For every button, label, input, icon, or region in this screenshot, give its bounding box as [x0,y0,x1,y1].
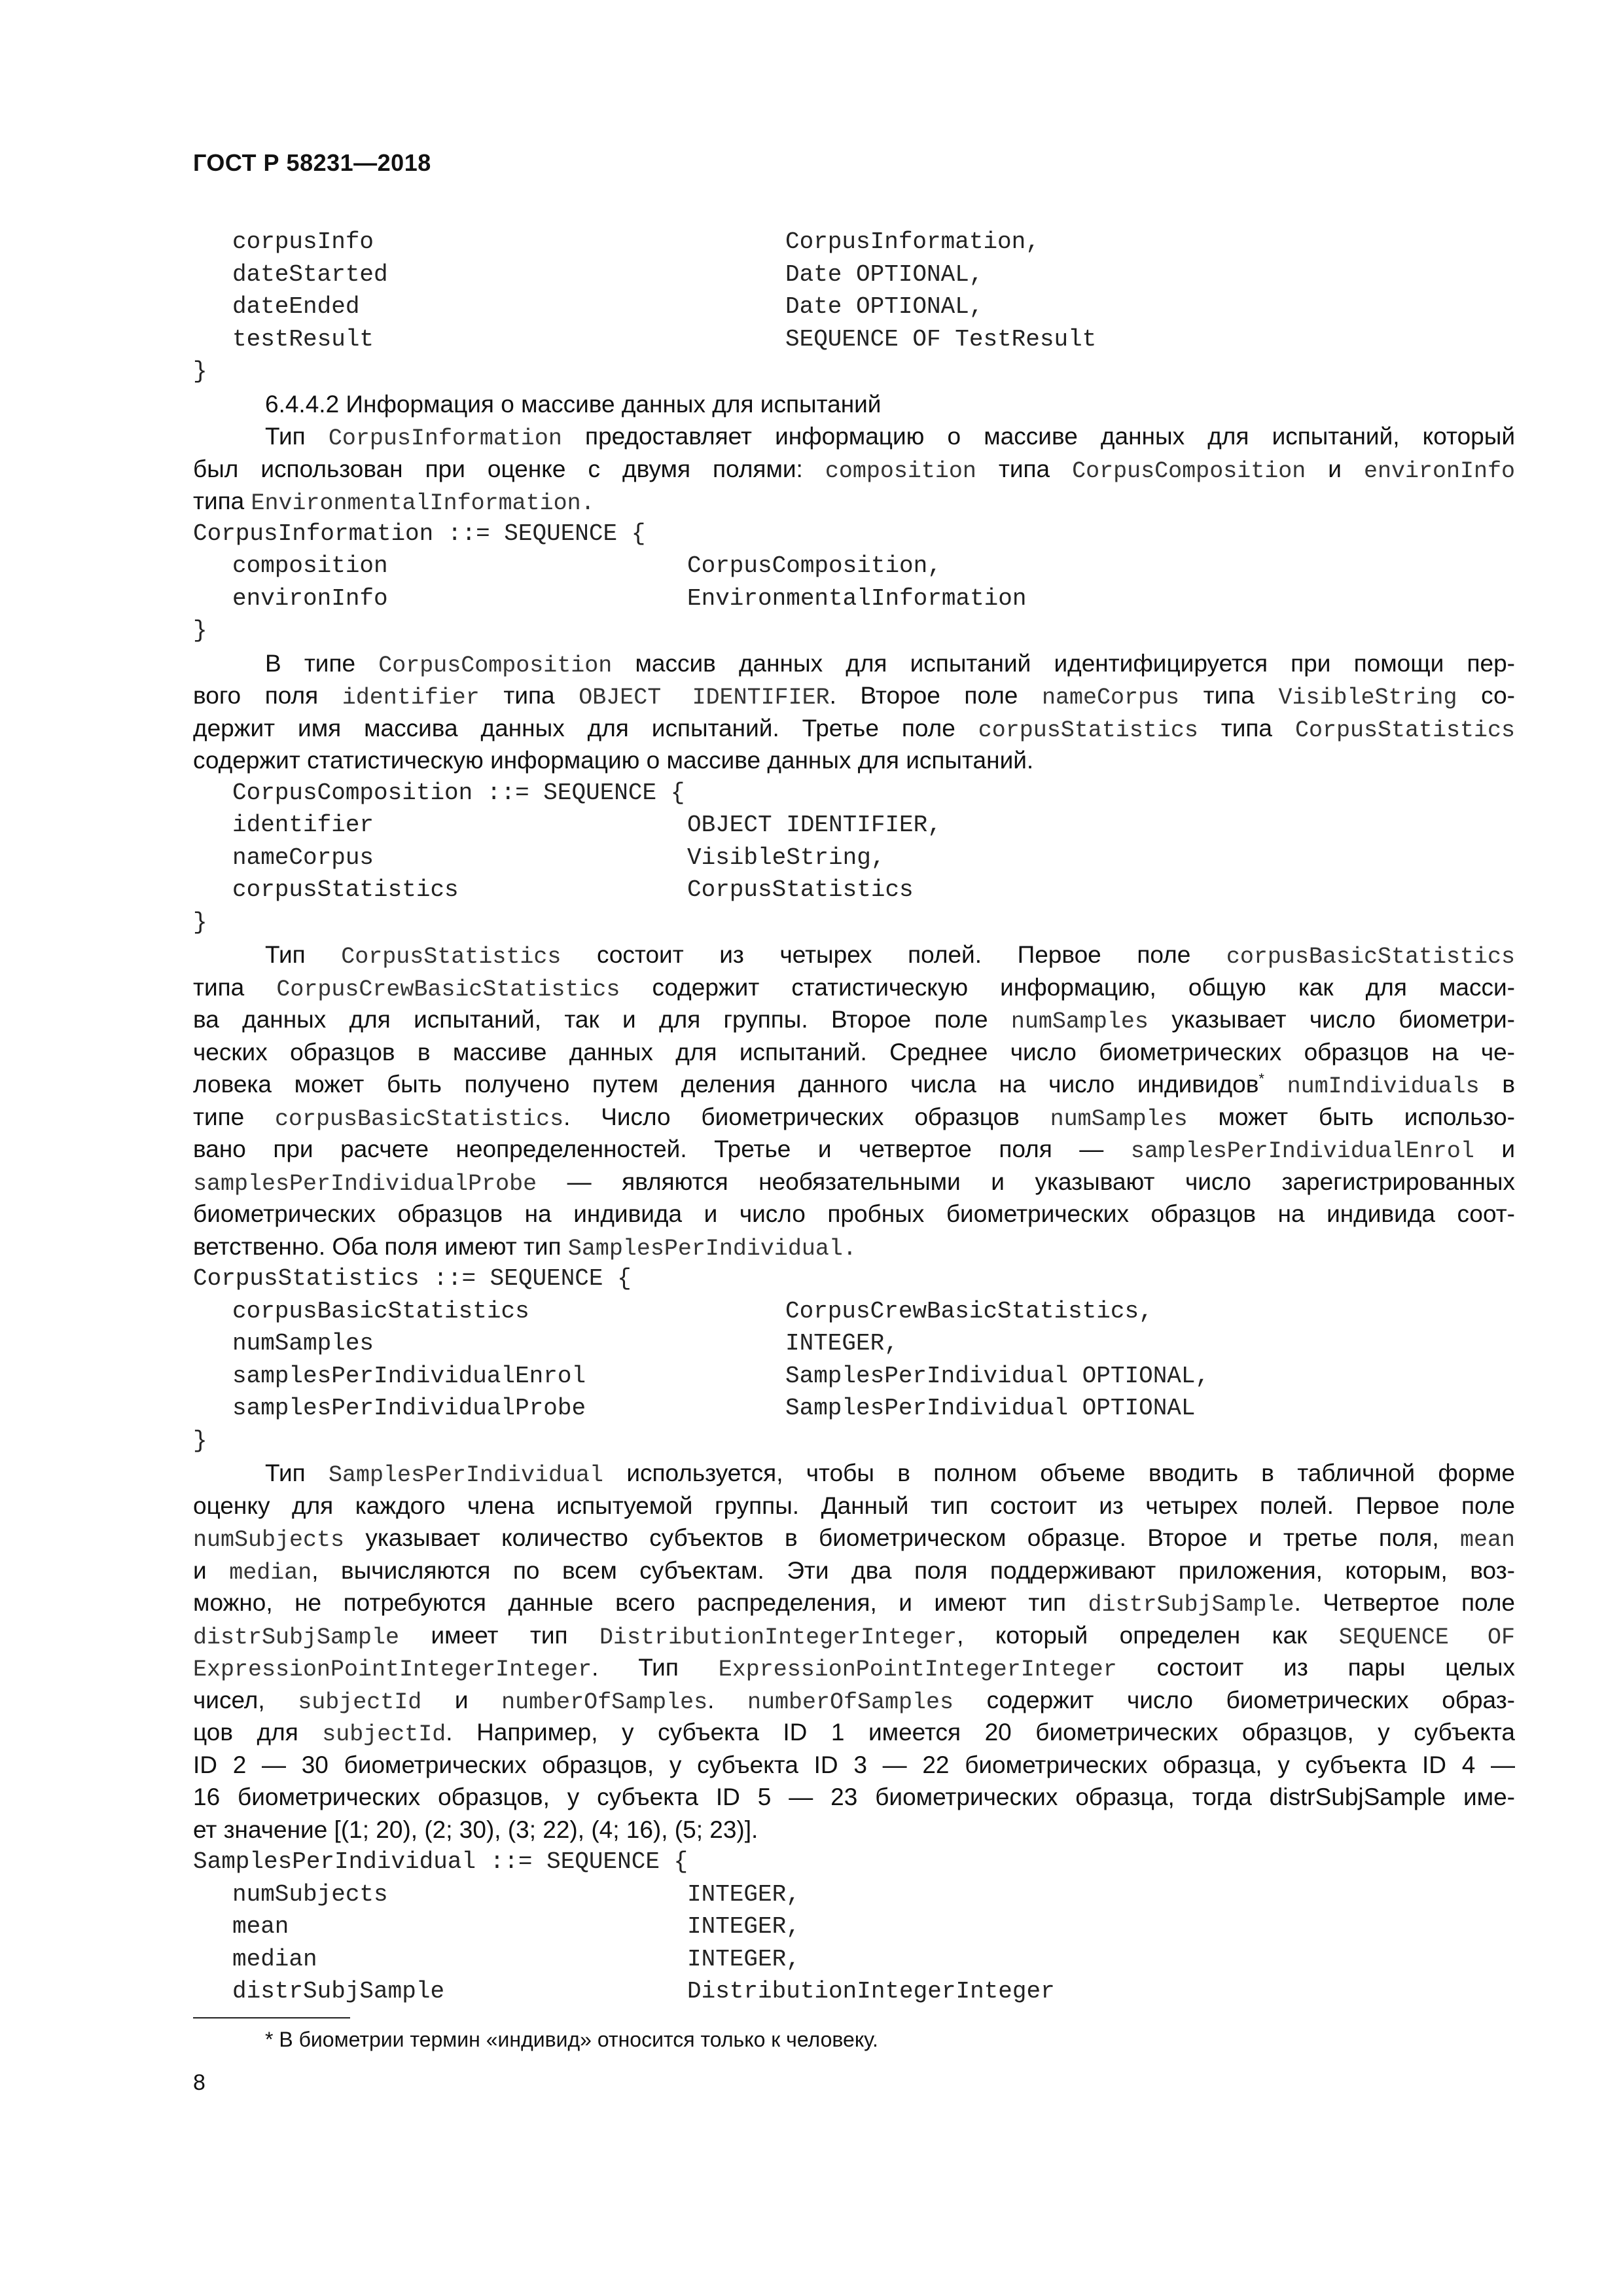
code-line: } [193,1427,207,1454]
document-body [193,226,1515,2008]
code-line: CorpusStatistics ::= SEQUENCE { [193,1265,632,1292]
code-line: } [193,358,207,385]
code-line: median INTEGER, [232,1945,800,1973]
paragraph: Тип CorpusInformation предоставляет информацию о массиве данных для испытаний, который был использован при оценке с двумя полями: composition типа CorpusComposition и environInfo типа EnvironmentalInformation. [193,423,1515,516]
code-line: nameCorpus VisibleString, [232,844,885,871]
code-line: dateEnded Date OPTIONAL, [232,293,984,320]
code-line: corpusBasicStatistics CorpusCrewBasicStatistics, [232,1297,1153,1325]
code-line: samplesPerIndividualEnrol SamplesPerIndividual OPTIONAL, [232,1362,1210,1390]
code-line: distrSubjSample DistributionIntegerInteger [232,1978,1055,2005]
paragraph: Тип SamplesPerIndividual используется, чтобы в полном объеме вводить в табличной форме оценку для каждого члена испытуемой группы. Данный тип состоит из четырех полей. Первое поле numSubjects указывает количество субъектов в биометрическом образце. Второе и третье поля, mean и median, вычисляются по всем субъектам. Эти два поля поддерживают приложения, которым, воз- можно, не потребуются данные всего распределения, и имеют тип distrSubjSample. Четвертое поле distrSubjSample имеет тип DistributionIntegerInteger, который определен как SEQUENCE OF ExpressionPointIntegerInteger. Тип ExpressionPointIntegerInteger состоит из пары целых чисел, subjectId и numberOfSamples. numberOfSamples содержит число биометрических образ- цов для subjectId. Например, у субъекта ID 1 имеется 20 биометрических образцов, у субъекта ID 2 — 30 биометрических образцов, у субъекта ID 3 — 22 биометрических образца, у субъекта ID 4 — 16 биометрических образцов, у субъекта ID 5 — 23 биометрических образца, тогда distrSubjSample име- ет значение [(1; 20), (2; 30), (3; 22), (4; 16), (5; 23)]. [193,1460,1516,1843]
code-line: numSamples INTEGER, [232,1330,899,1357]
paragraph: В типе CorpusComposition массив данных для испытаний идентифицируется при помощи пер- вого поля identifier типа OBJECT IDENTIFIER. Второе поле nameCorpus типа VisibleString со- держит имя массива данных для испытаний. Третье поле corpusStatistics типа CorpusStatistics содержит статистическую информацию о массиве данных для испытаний. [193,649,1515,774]
paragraph: Тип CorpusStatistics состоит из четырех полей. Первое поле corpusBasicStatistics типа CorpusCrewBasicStatistics содержит статистическую информацию, общую как для масси- ва данных для испытаний, так и для группы. Второе поле numSamples указывает число биометри- ческих образцов в массиве данных для испытаний. Среднее число биометрических образцов на че- ловека может быть получено путем деления данного числа на число индивидов* numIndividuals в типе corpusBasicStatistics. Число биометрических образцов numSamples может быть использо- вано при расчете неопределенностей. Третье и четвертое поля — samplesPerIndividualEnrol и samplesPerIndividualProbe — являются необязательными и указывают число зарегистрированных биометрических образцов на индивида и число пробных биометрических образцов на индивида соот- ветственно. Оба поля имеют тип SamplesPerIndividual. [193,941,1516,1262]
code-line: mean INTEGER, [232,1913,800,1940]
code-line: environInfo EnvironmentalInformation [232,584,1027,612]
footnote-divider [193,2017,350,2018]
code-line: samplesPerIndividualProbe SamplesPerIndividual OPTIONAL [232,1395,1196,1422]
code-line: } [193,617,207,644]
code-line: CorpusComposition ::= SEQUENCE { [232,779,685,806]
footnote: * В биометрии термин «индивид» относится только к человеку. [265,2028,878,2051]
code-line: numSubjects INTEGER, [232,1880,800,1908]
code-line: dateStarted Date OPTIONAL, [232,260,984,288]
section-heading: 6.4.4.2 Информация о массиве данных для испытаний [265,390,882,418]
code-line: CorpusInformation ::= SEQUENCE { [193,520,646,547]
document-header: ГОСТ Р 58231—2018 [193,149,431,176]
page-number: 8 [193,2070,205,2095]
code-line: } [193,908,207,936]
code-line: identifier OBJECT IDENTIFIER, [232,812,942,838]
code-line: corpusInfo CorpusInformation, [232,228,1040,255]
code-line: composition CorpusComposition, [232,552,942,579]
code-line: corpusStatistics CorpusStatistics [232,876,914,903]
code-line: SamplesPerIndividual ::= SEQUENCE { [193,1848,688,1875]
code-line: testResult SEQUENCE OF TestResult [232,325,1097,353]
